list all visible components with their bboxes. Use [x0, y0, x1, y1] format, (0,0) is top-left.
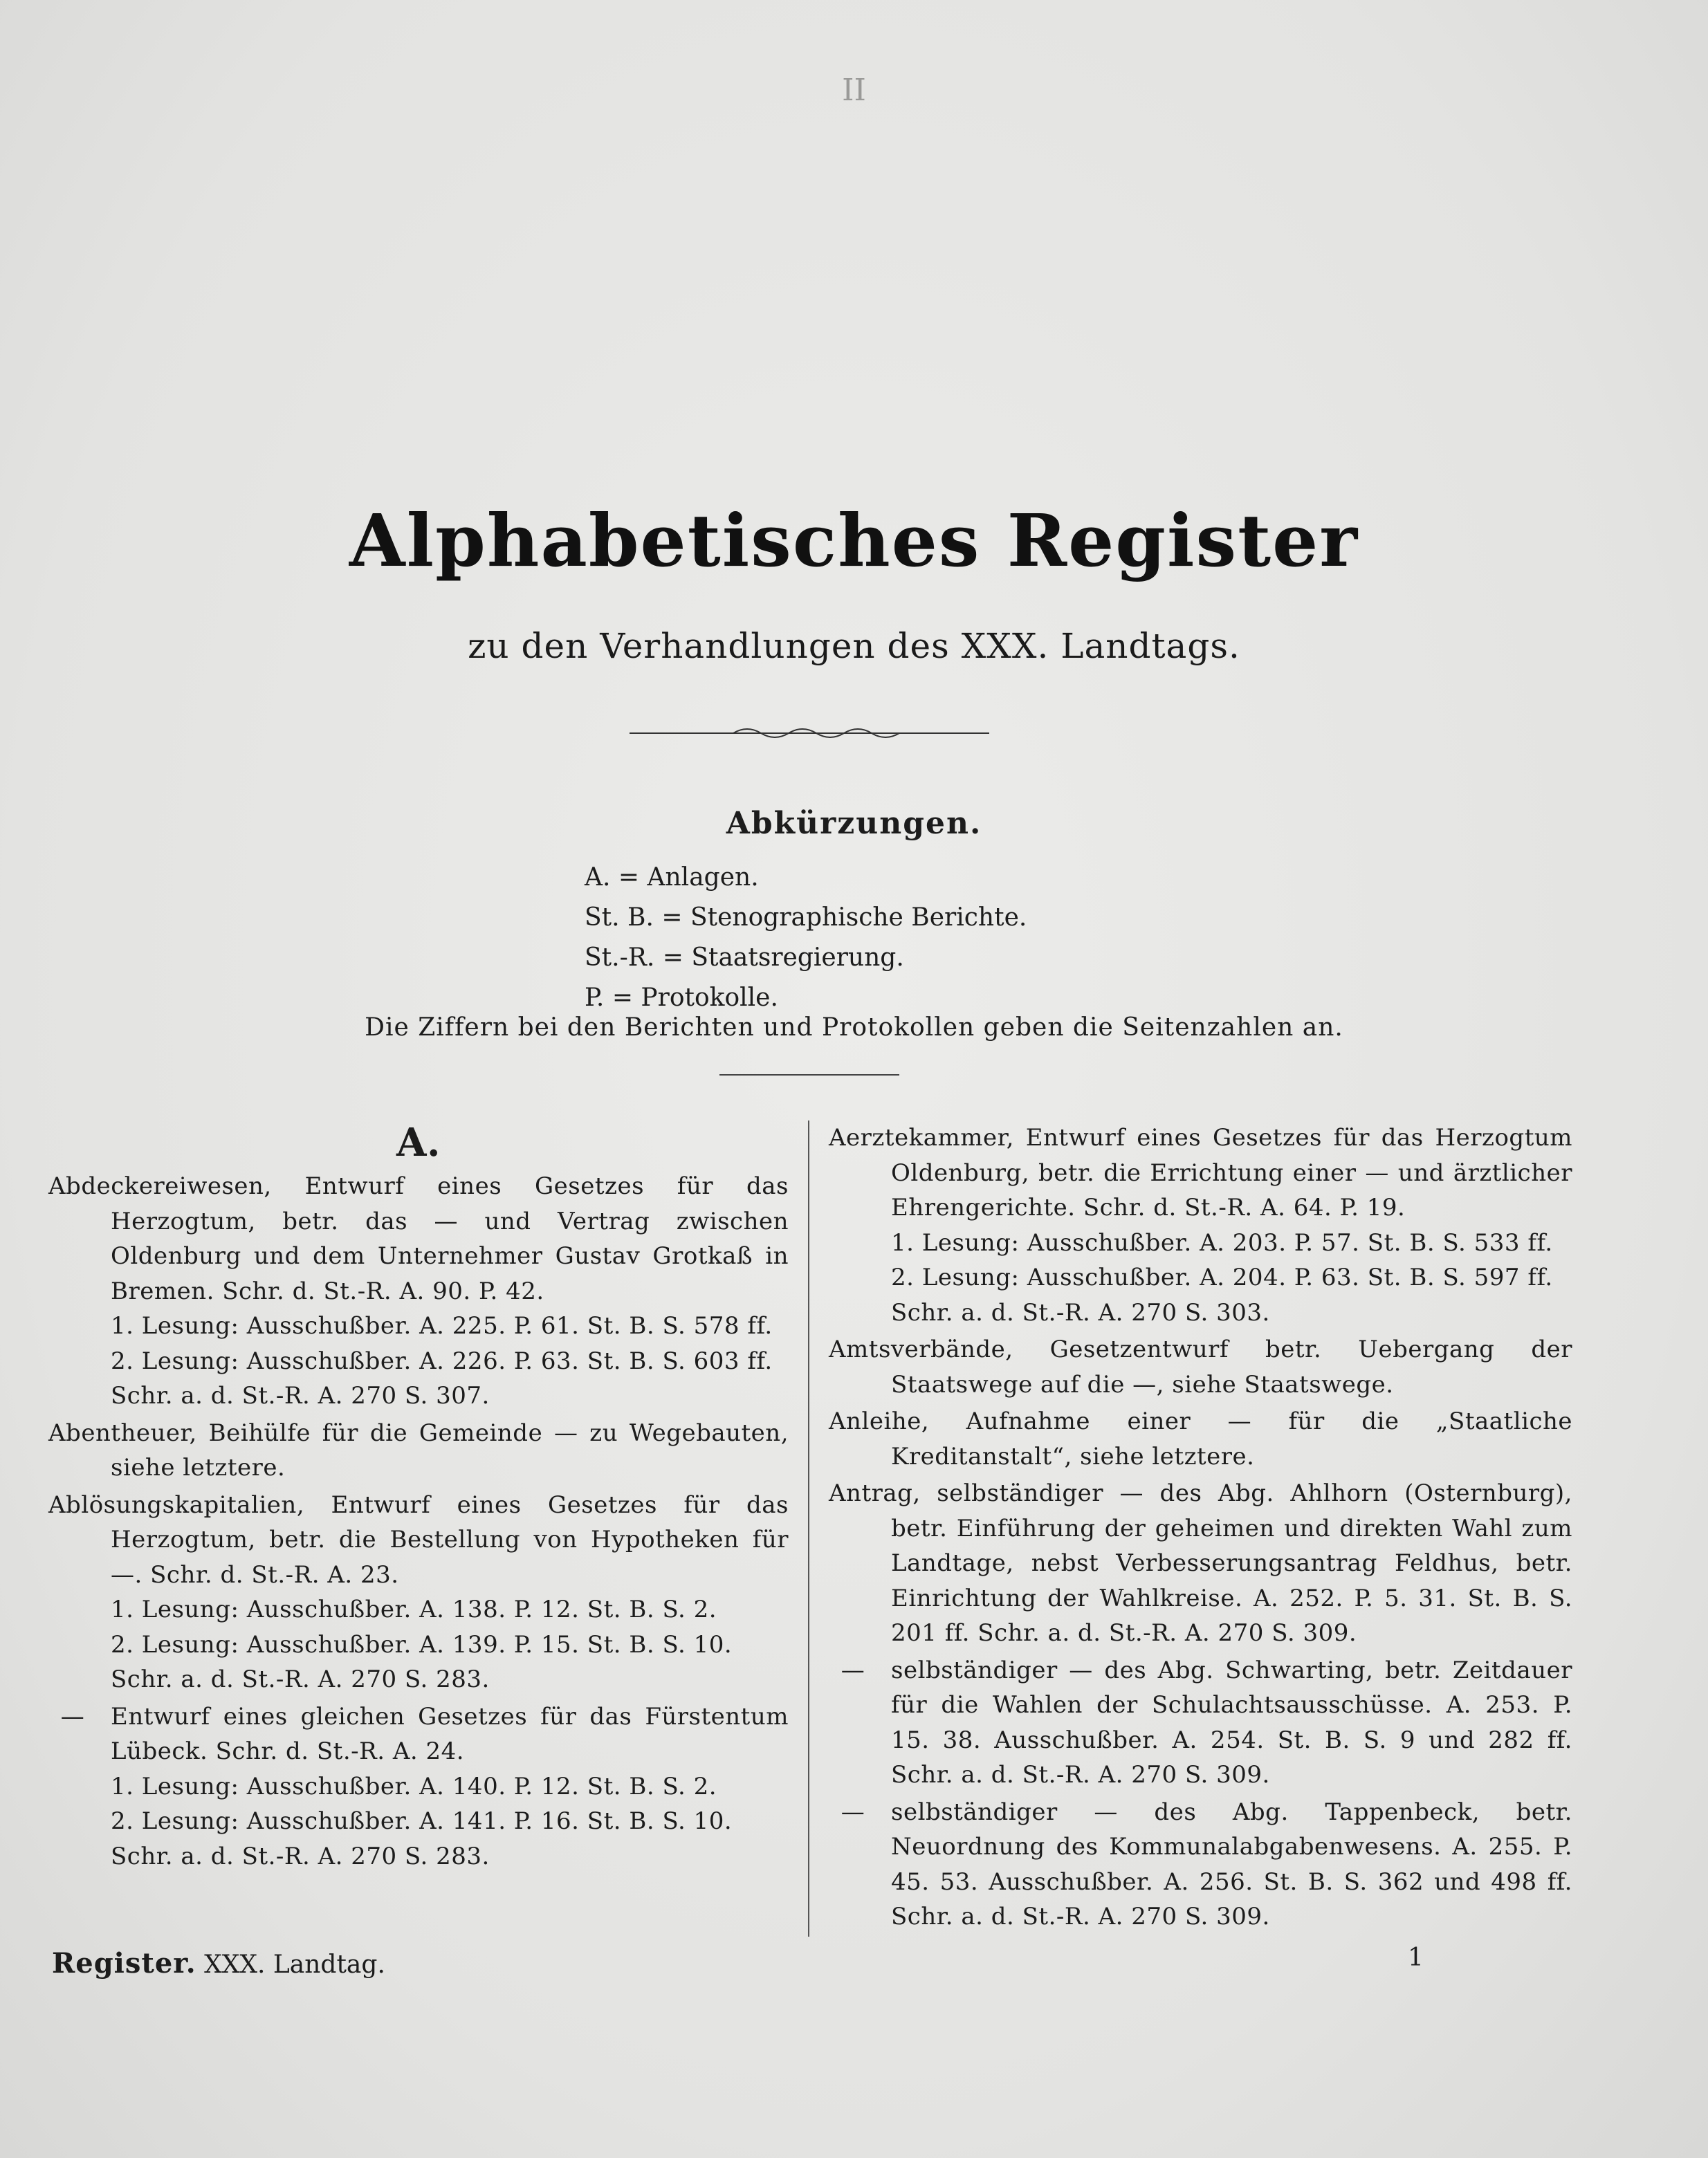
register-entry-antrag-tappenbeck — [829, 1795, 1572, 1935]
entry-main: Abdeckereiwesen, Entwurf eines Gesetzes für das Herzogtum, betr. das — und Vertrag zwischen Oldenburg und dem Unternehmer Gustav Grotkaß in Bremen. Schr. d. St.-R. A. 90. P. 42. — [48, 1172, 789, 1305]
entry-schreiben: Schr. a. d. St.-R. A. 270 S. 283. — [111, 1666, 490, 1693]
register-entry-aerztekammer — [829, 1120, 1572, 1330]
register-entry-luebeck — [48, 1699, 789, 1874]
entry-reading-1: 1. Lesung: Ausschußber. A. 140. P. 12. St. B. S. 2. — [111, 1772, 717, 1800]
abbreviation-item: St.-R. = Staatsregierung. — [585, 943, 904, 972]
footer-sublabel: XXX. Landtag. — [204, 1950, 385, 1979]
abbreviation-item: A. = Anlagen. — [585, 863, 759, 892]
footer-signature — [52, 1947, 385, 1980]
right-column — [829, 1120, 1572, 1937]
left-column — [48, 1120, 789, 1876]
entry-main: Aerztekammer, Entwurf eines Gesetzes für das Herzogtum Oldenburg, betr. die Errichtung einer — und ärztlicher Ehrengerichte. Schr. d. St.-R. A. 64. P. 19. — [829, 1124, 1572, 1221]
entry-reading-1: 1. Lesung: Ausschußber. A. 203. P. 57. St. B. S. 533 ff. — [891, 1228, 1553, 1257]
register-entry-anleihe — [829, 1404, 1572, 1474]
column-divider — [808, 1120, 809, 1937]
abbreviations-list — [585, 858, 1027, 1018]
entry-main: Anleihe, Aufnahme einer — für die „Staatliche Kreditanstalt“, siehe letztere. — [829, 1408, 1572, 1470]
entry-main: selbständiger — des Abg. Schwarting, betr. Zeitdauer für die Wahlen der Schulachtsausschüsse. A. 253. P. 15. 38. Ausschußber. A. 254. St. B. S. 9 und 282 ff. Schr. a. d. St.-R. A. 270 S. 309. — [891, 1656, 1572, 1789]
entry-schreiben: Schr. a. d. St.-R. A. 270 S. 303. — [891, 1298, 1270, 1327]
register-entry-amtsverbaende — [829, 1332, 1572, 1402]
entry-schreiben: Schr. a. d. St.-R. A. 270 S. 283. — [111, 1842, 490, 1870]
entry-reading-1: 1. Lesung: Ausschußber. A. 225. P. 61. St. B. S. 578 ff. — [111, 1312, 773, 1340]
entry-main: Amtsverbände, Gesetzentwurf betr. Uebergang der Staatswege auf die —, siehe Staatswege. — [829, 1336, 1572, 1399]
register-entry-antrag-ahlhorn — [829, 1476, 1572, 1651]
page-numeral: II — [842, 73, 866, 108]
entry-main: Ablösungskapitalien, Entwurf eines Gesetzes für das Herzogtum, betr. die Bestellung von Hypotheken für —. Schr. d. St.-R. A. 23. — [48, 1491, 789, 1589]
abbreviation-item: P. = Protokolle. — [585, 984, 778, 1012]
entry-reading-2: 2. Lesung: Ausschußber. A. 204. P. 63. St. B. S. 597 ff. — [891, 1264, 1553, 1291]
page-subtitle: zu den Verhandlungen des XXX. Landtags. — [468, 626, 1240, 666]
entry-dash-row — [829, 1653, 1572, 1793]
entry-main: Abentheuer, Beihülfe für die Gemeinde — zu Wegebauten, siehe letztere. — [48, 1419, 789, 1482]
entry-main: Entwurf eines gleichen Gesetzes für das Fürstentum Lübeck. Schr. d. St.-R. A. 24. — [111, 1702, 789, 1765]
register-entry-abentheuer — [48, 1416, 789, 1486]
entry-dash-row — [48, 1699, 789, 1769]
entry-dash: — — [841, 1798, 865, 1826]
entry-dash: — — [60, 1702, 85, 1731]
ornament-divider — [630, 719, 989, 747]
page-title: Alphabetisches Register — [349, 498, 1359, 583]
entry-schreiben: Schr. a. d. St.-R. A. 270 S. 307. — [111, 1382, 490, 1410]
entry-reading-1: 1. Lesung: Ausschußber. A. 138. P. 12. St. B. S. 2. — [111, 1596, 717, 1623]
register-entry-abdeckereiwesen — [48, 1169, 789, 1414]
footer-label: Register. — [52, 1947, 196, 1980]
section-letter: A. — [396, 1120, 441, 1165]
register-entry-abloesungskapitalien — [48, 1488, 789, 1697]
abbreviation-item: St. B. = Stenographische Berichte. — [585, 903, 1027, 932]
entry-main: Antrag, selbständiger — des Abg. Ahlhorn (Osternburg), betr. Einführung der geheimen und direkten Wahl zum Landtage, nebst Verbesserungsantrag Feldhus, betr. Einrichtung der Wahlkreise. A. 252. P. 5. 31. St. B. S. 201 ff. Schr. a. d. St.-R. A. 270 S. 309. — [829, 1479, 1572, 1647]
entry-dash-row — [829, 1795, 1572, 1935]
section-divider — [719, 1074, 899, 1076]
entry-reading-2: 2. Lesung: Ausschußber. A. 226. P. 63. St. B. S. 603 ff. — [111, 1347, 773, 1375]
abbreviations-note: Die Ziffern bei den Berichten und Protokollen geben die Seitenzahlen an. — [365, 1013, 1343, 1042]
footer-page-number: 1 — [1408, 1944, 1424, 1972]
entry-reading-2: 2. Lesung: Ausschußber. A. 139. P. 15. St. B. S. 10. — [111, 1630, 733, 1659]
register-entry-antrag-schwarting — [829, 1653, 1572, 1793]
entry-reading-2: 2. Lesung: Ausschußber. A. 141. P. 16. St. B. S. 10. — [111, 1807, 733, 1835]
abbreviations-heading: Abkürzungen. — [726, 806, 982, 841]
entry-main: selbständiger — des Abg. Tappenbeck, betr. Neuordnung des Kommunalabgabenwesens. A. 255. P. 45. 53. Ausschußber. A. 256. St. B. S. 362 und 498 ff. Schr. a. d. St.-R. A. 270 S. 309. — [891, 1798, 1572, 1930]
entry-dash: — — [841, 1656, 865, 1684]
